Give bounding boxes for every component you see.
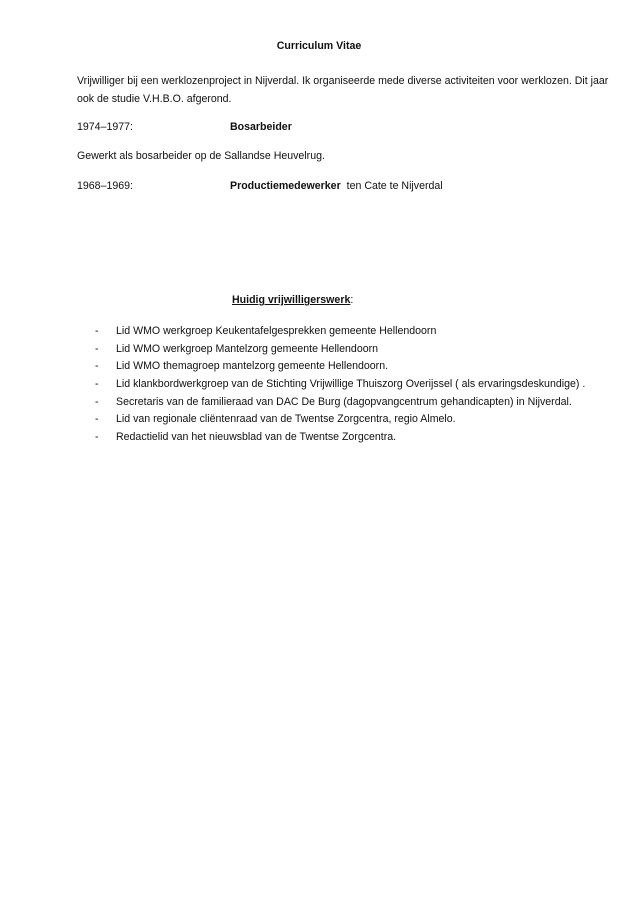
entry-2-role: Productiemedewerker [230,180,341,192]
bullet-dash: - [95,395,99,408]
list-item-text: Redactielid van het nieuwsblad van de Twentse Zorgcentra. [116,431,397,444]
bullet-dash: - [95,342,99,355]
entry-2-line [230,181,443,192]
intro-paragraph: Vrijwilliger bij een werklozenproject in Nijverdal. Ik organiseerde mede diverse activiteiten voor werklozen. Dit jaar ook de studie V.H.B.O. afgerond. [77,75,609,105]
list-item-text: Lid van regionale cliëntenraad van de Twentse Zorgcentra, regio Almelo. [116,413,456,426]
list-item [77,376,585,394]
list-item [77,429,585,447]
bullet-dash: - [95,413,99,426]
entry-1-role: Bosarbeider [230,121,292,133]
list-item [77,358,585,376]
bullet-dash: - [95,325,99,337]
list-item-text: Lid klankbordwerkgroep van de Stichting Vrijwillige Thuiszorg Overijssel ( als ervaringsdeskundige) . [116,378,586,391]
volunteer-heading-colon: : [350,294,354,306]
bullet-dash: - [95,378,99,391]
list-item-text: Lid WMO werkgroep Keukentafelgesprekken gemeente Hellendoorn [116,325,437,337]
list-item-text: Lid WMO themagroep mantelzorg gemeente Hellendoorn. [116,360,389,373]
entry-2-suffix: ten Cate te Nijverdal [346,180,443,192]
list-item [77,323,585,341]
entry-2-period: 1968–1969: [77,180,133,192]
volunteer-list [77,323,585,447]
list-item [77,341,585,359]
list-item [77,411,585,429]
volunteer-heading [232,295,353,306]
list-item-text: Lid WMO werkgroep Mantelzorg gemeente Hellendoorn [116,342,379,355]
list-item-text: Secretaris van de familieraad van DAC De Burg (dagopvangcentrum gehandicapten) in Nijverdal. [116,395,572,408]
bullet-dash: - [95,431,99,444]
volunteer-heading-text: Huidig vrijwilligerswerk [232,294,351,306]
entry-1-period: 1974–1977: [77,121,133,133]
entry-description: Gewerkt als bosarbeider op de Sallandse Heuvelrug. [77,150,325,162]
bullet-dash: - [95,360,99,373]
list-item [77,394,585,412]
document-title: Curriculum Vitae [276,40,362,52]
